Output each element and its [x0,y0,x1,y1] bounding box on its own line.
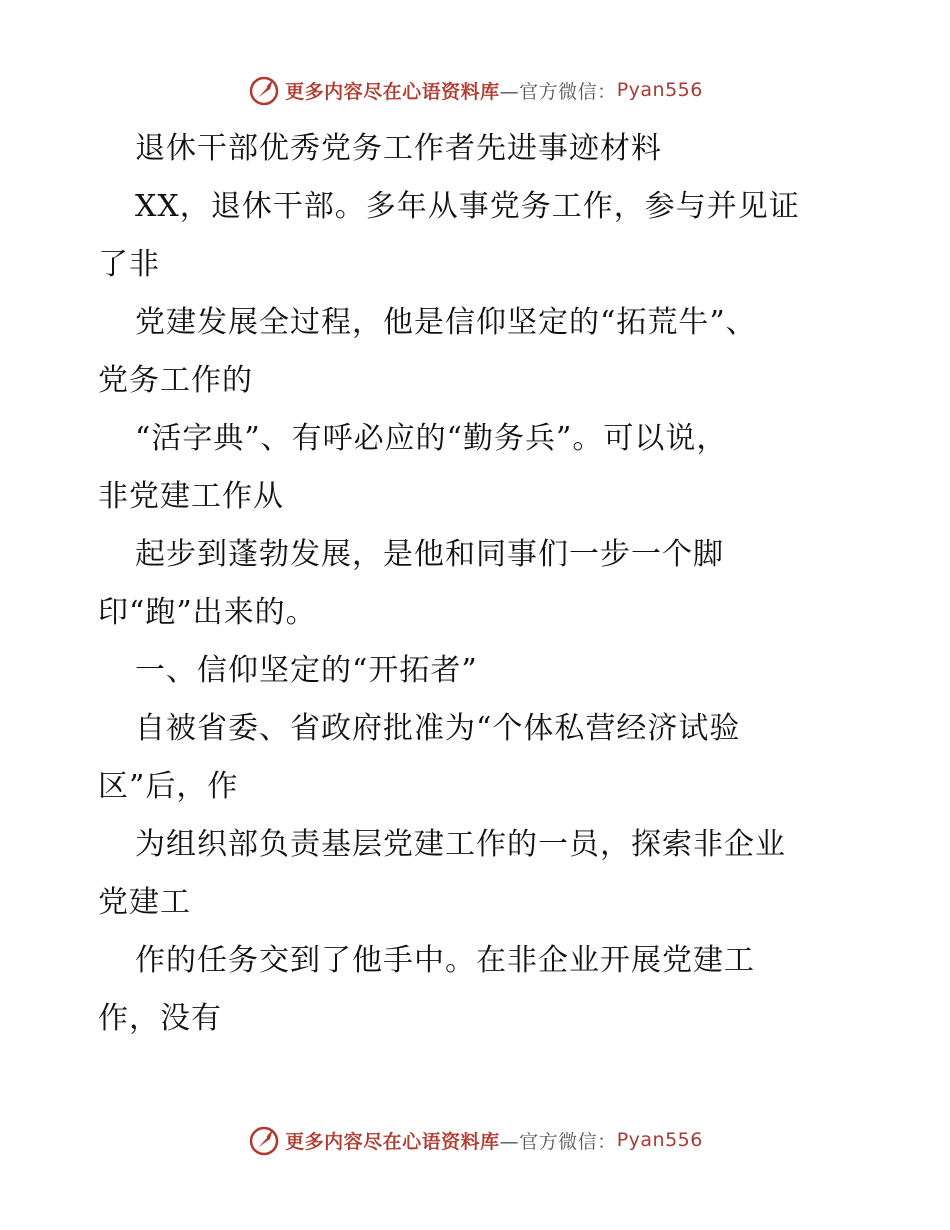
text-line: “活字典”、有呼必应的“勤务兵”。可以说， [135,421,728,456]
text-line: 非党建工作从 [98,479,284,514]
quill-logo-icon [247,1123,281,1157]
quill-logo-icon [247,73,281,107]
text-line: 作，没有 [98,1001,222,1036]
document-title: 退休干部优秀党务工作者先进事迹材料 [135,131,662,166]
text-line: 区”后，作 [98,769,239,804]
text-line: 作的任务交到了他手中。在非企业开展党建工 [135,943,755,978]
header-banner [0,70,950,110]
text-line: 自被省委、省政府批准为“个体私营经济试验 [135,711,741,746]
text-line: 为组织部负责基层党建工作的一员，探索非企业 [135,827,786,862]
text-line: 党建发展全过程，他是信仰坚定的“拓荒牛”、 [135,305,757,340]
section-heading: 一、信仰坚定的“开拓者” [135,653,478,688]
banner-label: —官方微信： [499,80,617,103]
document-body [98,120,858,1048]
banner-label: —官方微信： [499,1130,617,1153]
text-line: 印“跑”出来的。 [98,595,317,630]
banner-title: 更多内容尽在心语资料库 [285,1130,500,1153]
banner-wechat-id: Pyan556 [616,79,703,101]
text-line: XX，退休干部。多年从事党务工作，参与并见证 [135,189,800,224]
text-line: 党建工 [98,885,191,920]
banner-wechat-id: Pyan556 [616,1129,703,1151]
footer-banner [0,1120,950,1160]
text-line: 了非 [98,247,160,282]
banner-title: 更多内容尽在心语资料库 [285,80,500,103]
text-line: 起步到蓬勃发展，是他和同事们一步一个脚 [135,537,724,572]
text-line: 党务工作的 [98,363,253,398]
